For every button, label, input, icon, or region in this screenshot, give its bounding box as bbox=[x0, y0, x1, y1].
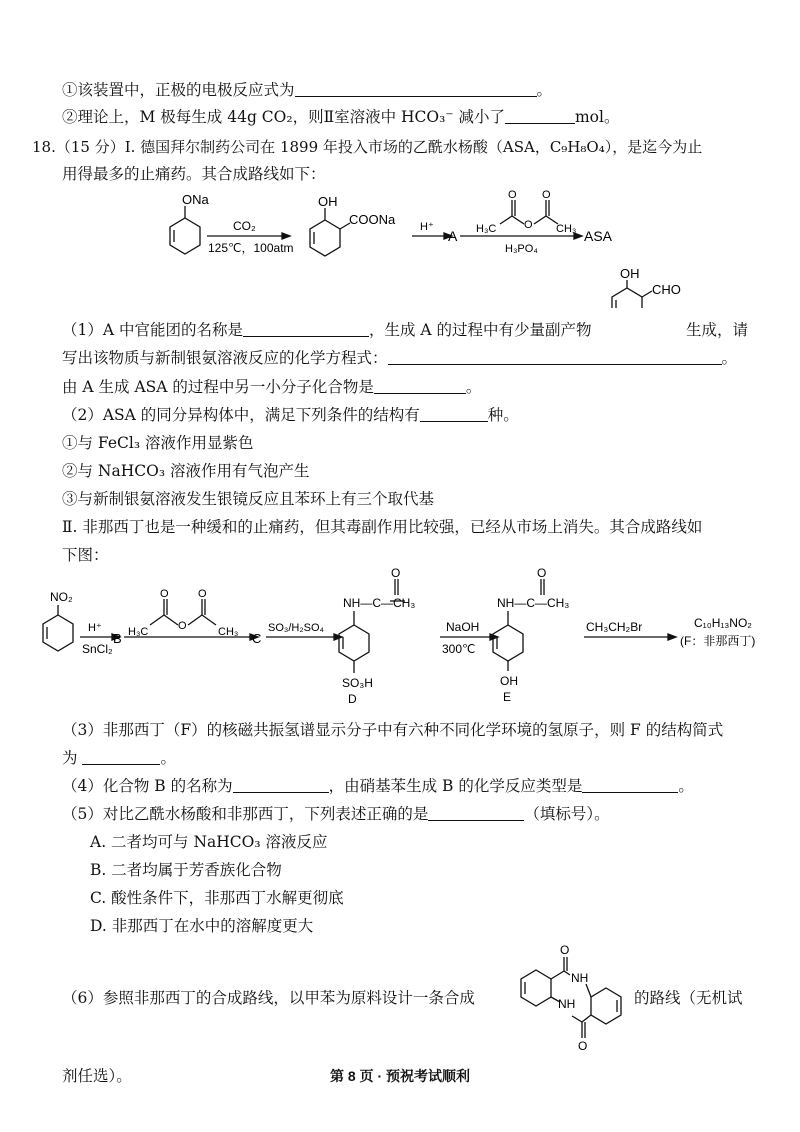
condition-2: ②与 NaHCO₃ 溶液作用有气泡产生 bbox=[62, 462, 310, 480]
option-b: B. 二者均属于芳香族化合物 bbox=[90, 861, 282, 879]
part1-text-d-end: 。 bbox=[721, 349, 738, 367]
compound-d: D bbox=[348, 692, 357, 705]
compound-a: A bbox=[448, 228, 458, 244]
q18-part4 bbox=[62, 776, 694, 796]
q18-part1-line1 bbox=[62, 320, 592, 340]
part2-text: （2）ASA 的同分异构体中，满足下列条件的结构有 bbox=[62, 406, 420, 424]
compound-f-name: (F：非那西丁) bbox=[680, 634, 756, 648]
cho-label: CHO bbox=[652, 282, 681, 297]
condition-300c: 300℃ bbox=[442, 642, 476, 656]
nh-label: NH bbox=[558, 997, 576, 1011]
q17-line-2 bbox=[62, 107, 619, 127]
answer-blank[interactable] bbox=[505, 109, 575, 124]
o-label: O bbox=[508, 189, 517, 201]
reagent-co2: CO₂ bbox=[233, 219, 256, 233]
part-ii-intro-1: Ⅱ. 非那西丁也是一种缓和的止痛药，但其毒副作用比较强，已经从市场上消失。其合成路线如 bbox=[62, 518, 703, 536]
q18-heading-1: 18.（15 分）Ⅰ. 德国拜尔制药公司在 1899 年投入市场的乙酰水杨酸（ASA，C₉H₈O₄），是迄今为止 bbox=[32, 138, 703, 156]
part1-text-e-end: 。 bbox=[465, 378, 482, 396]
answer-blank[interactable] bbox=[374, 379, 466, 394]
option-c: C. 酸性条件下，非那西丁水解更彻底 bbox=[90, 889, 344, 907]
condition-temp: 125℃，100atm bbox=[208, 241, 294, 255]
q17-text-2-end: mol。 bbox=[574, 108, 620, 126]
oh-label: OH bbox=[620, 266, 640, 281]
reagent-naoh: NaOH bbox=[446, 620, 480, 634]
part1-text-e: 由 A 生成 ASA 的过程中另一小分子化合物是 bbox=[62, 378, 374, 396]
answer-blank[interactable] bbox=[233, 778, 329, 793]
o-label: O bbox=[178, 620, 187, 632]
q17-text-1-end: 。 bbox=[536, 81, 553, 99]
o-label: O bbox=[560, 943, 570, 957]
q18-part3-line1: （3）非那西丁（F）的核磁共振氢谱显示分子中有六种不同化学环境的氢原子，则 F 的结构简式 bbox=[62, 721, 724, 739]
answer-blank[interactable] bbox=[582, 778, 678, 793]
o-label: O bbox=[542, 189, 551, 201]
reagent-ethylbr: CH₃CH₂Br bbox=[586, 620, 643, 634]
q18-part6-line1: （6）参照非那西丁的合成路线，以甲苯为原料设计一条合成 bbox=[62, 989, 475, 1007]
h3c-label: H₃C bbox=[128, 626, 149, 638]
reagent-sncl2: SnCl₂ bbox=[82, 642, 113, 656]
part1-text-a: （1）A 中官能团的名称是 bbox=[62, 321, 243, 339]
nh-label: NH bbox=[571, 971, 589, 985]
coona-label: COONa bbox=[349, 212, 396, 227]
ch3-label: CH₃ bbox=[556, 223, 577, 235]
part1-text-d: 写出该物质与新制银氨溶液反应的化学方程式： bbox=[62, 349, 388, 367]
part2-text-end: 种。 bbox=[487, 406, 519, 424]
part4-text-end: 。 bbox=[678, 777, 694, 795]
part5-text: （5）对比乙酰水杨酸和非那西丁，下列表述正确的是 bbox=[62, 805, 429, 823]
oh-label: OH bbox=[500, 674, 518, 688]
part5-text-end: （填标号）。 bbox=[524, 805, 610, 823]
part3-text-end: 。 bbox=[160, 749, 176, 767]
option-d: D. 非那西丁在水中的溶解度更大 bbox=[90, 917, 314, 935]
answer-blank[interactable] bbox=[295, 82, 537, 97]
q18-part5 bbox=[62, 804, 610, 824]
o-label: O bbox=[198, 588, 207, 600]
answer-blank[interactable] bbox=[428, 806, 524, 821]
compound-e: E bbox=[503, 690, 512, 704]
answer-blank[interactable] bbox=[243, 322, 369, 337]
h3c-label: H₃C bbox=[476, 223, 497, 235]
part3-text-b: 为 bbox=[62, 749, 78, 767]
part1-text-b: ，生成 A 的过程中有少量副产物 bbox=[368, 321, 592, 339]
synthesis-scheme-2 bbox=[0, 565, 800, 705]
q18-part6-line1-end: 的路线（无机试 bbox=[634, 989, 743, 1007]
compound-c: C bbox=[252, 631, 262, 646]
nh-acetyl-label: NH—C—CH₃ bbox=[497, 596, 570, 610]
ch3-label: CH₃ bbox=[218, 626, 239, 638]
o-label: O bbox=[578, 1039, 588, 1053]
q18-part3-line2 bbox=[62, 748, 176, 768]
condition-3: ③与新制银氨溶液发生银镜反应且苯环上有三个取代基 bbox=[62, 490, 435, 508]
no2-label: NO₂ bbox=[50, 590, 73, 604]
ona-label: ONa bbox=[182, 192, 209, 207]
q18-heading-2: 用得最多的止痛药。其合成路线如下： bbox=[62, 165, 326, 183]
nh-acetyl-label: NH—C—CH₃ bbox=[343, 596, 416, 610]
oh-label: OH bbox=[318, 194, 338, 209]
compound-b: B bbox=[113, 631, 122, 646]
formula-f: C₁₀H₁₃NO₂ bbox=[694, 616, 752, 630]
part-ii-intro-2: 下图： bbox=[62, 546, 109, 564]
compound-asa: ASA bbox=[584, 228, 613, 244]
q18-part1-line3 bbox=[62, 377, 481, 397]
part4-text-b: ，由硝基苯生成 B 的化学反应类型是 bbox=[328, 777, 583, 795]
synthesis-scheme-1 bbox=[0, 188, 800, 308]
reagent-h3po4: H₃PO₄ bbox=[505, 243, 538, 255]
reagent-so3: SO₃/H₂SO₄ bbox=[268, 622, 325, 634]
q17-text-1: ①该装置中，正极的电极反应式为 bbox=[62, 81, 295, 99]
q17-text-2: ②理论上，M 极每生成 44g CO₂，则Ⅱ室溶液中 HCO₃⁻ 减小了 bbox=[62, 108, 505, 126]
o-label: O bbox=[537, 566, 547, 580]
option-a: A. 二者均可与 NaHCO₃ 溶液反应 bbox=[90, 833, 328, 851]
answer-blank[interactable] bbox=[388, 350, 722, 365]
page-footer: 第 8 页 · 预祝考试顺利 bbox=[329, 1068, 470, 1084]
condition-1: ①与 FeCl₃ 溶液作用显紫色 bbox=[62, 434, 254, 452]
q18-part1-line2 bbox=[62, 348, 737, 368]
o-label: O bbox=[391, 566, 401, 580]
so3h-label: SO₃H bbox=[342, 676, 373, 690]
q18-part6-line2: 剂任选）。 bbox=[62, 1067, 132, 1085]
q18-part1-line1-end: 生成，请 bbox=[686, 321, 749, 339]
o-label: O bbox=[524, 219, 533, 231]
reagent-h: H⁺ bbox=[88, 622, 102, 634]
answer-blank[interactable] bbox=[420, 407, 488, 422]
target-molecule bbox=[508, 940, 638, 1060]
q17-line-1 bbox=[62, 80, 552, 100]
q18-part2 bbox=[62, 405, 519, 425]
answer-blank[interactable] bbox=[82, 750, 160, 765]
part4-text-a: （4）化合物 B 的名称为 bbox=[62, 777, 233, 795]
o-label: O bbox=[160, 588, 169, 600]
reagent-h: H⁺ bbox=[420, 221, 434, 233]
